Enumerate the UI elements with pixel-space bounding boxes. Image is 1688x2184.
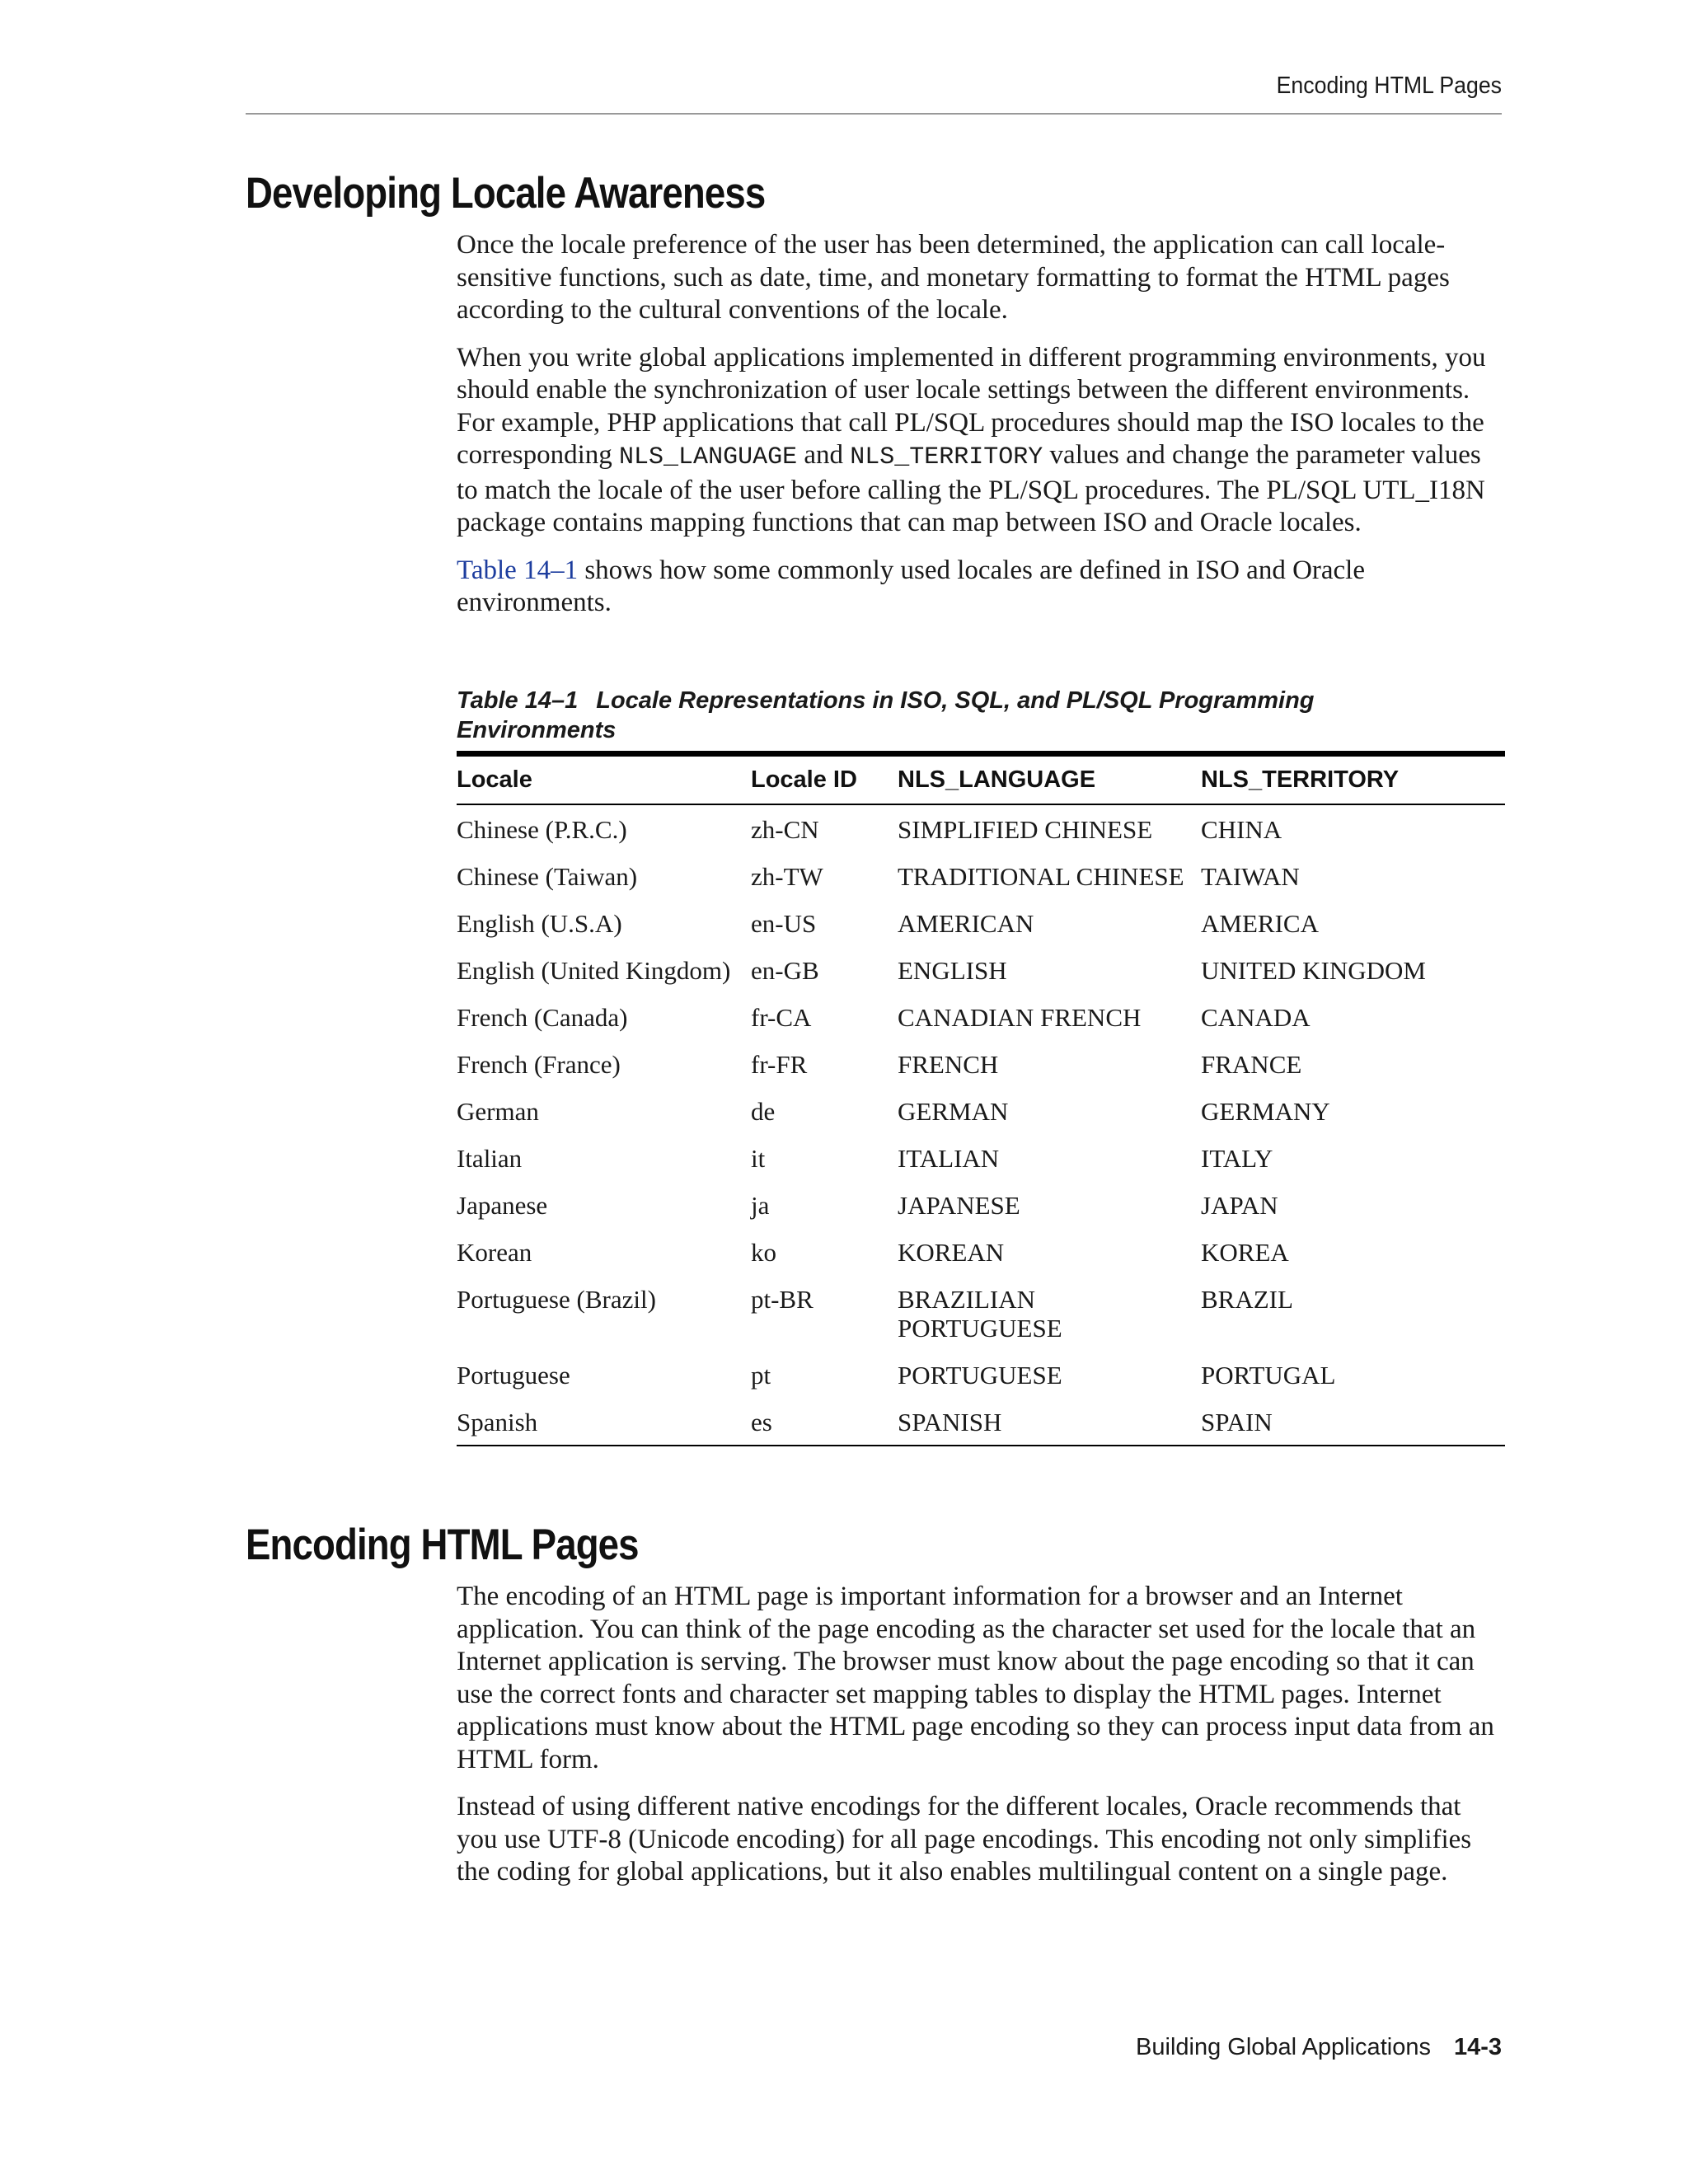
table-cell: CANADA	[1201, 1003, 1311, 1032]
paragraph	[457, 555, 1502, 620]
paragraph: Once the locale preference of the user has been determined, the application can call locale-sensitive functions, such as date, time, and monetary formatting to format the HTML pages according to the cultural conventions of the locale.	[457, 230, 1450, 325]
table-cell: en-US	[751, 909, 817, 938]
table-cell: French (Canada)	[457, 1003, 628, 1032]
table-cell: AMERICAN	[898, 909, 1034, 938]
table-cell: AMERICA	[1201, 909, 1319, 938]
table-cell: TRADITIONAL CHINESE	[898, 862, 1184, 891]
text-run: values and change the parameter values to match the locale of the user before calling the PL/SQL procedures. The PL/SQL UTL_I18N package contains mapping functions that can map between ISO and Oracle locales.	[457, 440, 1485, 537]
table-row	[457, 1275, 1505, 1351]
table-row	[457, 1181, 1505, 1228]
table-cell: fr-CA	[751, 1003, 812, 1032]
section-heading-encoding-html: Encoding HTML Pages	[246, 1521, 639, 1569]
table-cell: TAIWAN	[1201, 862, 1300, 891]
table-cell: PORTUGAL	[1201, 1361, 1336, 1390]
table-cell: ko	[751, 1238, 776, 1267]
locale-table	[457, 751, 1505, 1446]
table-row	[457, 852, 1505, 899]
table-cell: pt-BR	[751, 1285, 814, 1314]
table-cell: es	[751, 1408, 772, 1436]
page-footer	[1136, 2034, 1502, 2061]
table-caption-title: Locale Representations in ISO, SQL, and PL/SQL Programming Environments	[457, 687, 1315, 743]
table-cell: it	[751, 1144, 766, 1173]
code-nls-territory: NLS_TERRITORY	[850, 443, 1043, 471]
table-cell: SIMPLIFIED CHINESE	[898, 815, 1153, 844]
table-cell: Korean	[457, 1238, 532, 1267]
section-heading-locale-awareness: Developing Locale Awareness	[246, 169, 766, 218]
column-header: NLS_TERRITORY	[1201, 754, 1505, 805]
table-cell: ja	[751, 1191, 770, 1220]
table-row	[457, 1351, 1505, 1398]
column-header: NLS_LANGUAGE	[898, 754, 1201, 805]
table-cell: JAPANESE	[898, 1191, 1020, 1220]
table-header-row	[457, 754, 1505, 805]
section1-body	[457, 229, 1502, 635]
table-cell: English (United Kingdom)	[457, 956, 731, 985]
table-cell: PORTUGUESE	[898, 1361, 1062, 1390]
table-row	[457, 1134, 1505, 1181]
table-cell: Chinese (P.R.C.)	[457, 815, 627, 844]
table-caption-number: Table 14–1	[457, 687, 579, 714]
table-cell: ENGLISH	[898, 956, 1007, 985]
paragraph: Instead of using different native encodings for the different locales, Oracle recommends that you use UTF-8 (Unicode encoding) for all page encodings. This encoding not only simplifies the coding for global applications, but it also enables multilingual content on a single page.	[457, 1792, 1472, 1886]
table-cell: Italian	[457, 1144, 523, 1173]
table-cell: FRANCE	[1201, 1050, 1302, 1079]
code-nls-language: NLS_LANGUAGE	[619, 443, 798, 471]
table-row	[457, 993, 1505, 1040]
table-cell: Portuguese (Brazil)	[457, 1285, 656, 1314]
footer-book-title: Building Global Applications	[1136, 2034, 1431, 2060]
table-cell: en-GB	[751, 956, 819, 985]
paragraph	[457, 342, 1502, 540]
table-cell: CHINA	[1201, 815, 1282, 844]
table-reference-link[interactable]: Table 14–1	[457, 555, 579, 585]
running-header: Encoding HTML Pages	[1276, 73, 1502, 99]
table-cell: KOREAN	[898, 1238, 1005, 1267]
table-cell: pt	[751, 1361, 771, 1390]
text-run: shows how some commonly used locales are defined in ISO and Oracle environments.	[457, 555, 1365, 617]
section2-body	[457, 1581, 1502, 1904]
table-cell: French (France)	[457, 1050, 621, 1079]
table-cell: Japanese	[457, 1191, 548, 1220]
table-row	[457, 899, 1505, 946]
table-row	[457, 804, 1505, 852]
table-cell: fr-FR	[751, 1050, 808, 1079]
table-cell: SPAIN	[1201, 1408, 1273, 1436]
table-cell: Spanish	[457, 1408, 538, 1436]
table-cell: SPANISH	[898, 1408, 1002, 1436]
table-cell: de	[751, 1097, 776, 1126]
table-cell: BRAZILIAN PORTUGUESE	[898, 1285, 1062, 1343]
table-row	[457, 1228, 1505, 1275]
table-cell: GERMANY	[1201, 1097, 1330, 1126]
table-row	[457, 1398, 1505, 1446]
table-cell: Portuguese	[457, 1361, 570, 1390]
table-cell: KOREA	[1201, 1238, 1289, 1267]
table-row	[457, 946, 1505, 993]
table-cell: GERMAN	[898, 1097, 1009, 1126]
table-cell: JAPAN	[1201, 1191, 1278, 1220]
table-body	[457, 804, 1505, 1446]
header-rule	[246, 113, 1502, 115]
table-cell: ITALIAN	[898, 1144, 1000, 1173]
column-header: Locale	[457, 754, 751, 805]
table-cell: zh-CN	[751, 815, 819, 844]
table-cell: Chinese (Taiwan)	[457, 862, 638, 891]
text-run: When you write global applications implemented in different programming environments, you should enable the synchronization of user locale settings between the different environments. For example, PHP applications that call PL/SQL procedures should map the ISO locales to the corresponding	[457, 342, 1486, 470]
table-cell: UNITED KINGDOM	[1201, 956, 1426, 985]
column-header: Locale ID	[751, 754, 898, 805]
table-cell: FRENCH	[898, 1050, 999, 1079]
table-cell: zh-TW	[751, 862, 823, 891]
footer-page-number: 14-3	[1453, 2034, 1502, 2060]
table-cell: English (U.S.A)	[457, 909, 622, 938]
table-row	[457, 1040, 1505, 1087]
text-run: and	[797, 440, 851, 470]
paragraph: The encoding of an HTML page is important information for a browser and an Internet application. You can think of the page encoding as the character set used for the locale that an Internet application is serving. The browser must know about the page encoding so that it can use the correct fonts and character set mapping tables to display the HTML pages. Internet applications must know about the HTML page encoding so they can process input data from an HTML form.	[457, 1582, 1494, 1774]
table-cell: BRAZIL	[1201, 1285, 1293, 1314]
table-cell: CANADIAN FRENCH	[898, 1003, 1142, 1032]
table-cell: German	[457, 1097, 539, 1126]
table-cell: ITALY	[1201, 1144, 1273, 1173]
table-caption	[457, 686, 1446, 745]
table-row	[457, 1087, 1505, 1134]
